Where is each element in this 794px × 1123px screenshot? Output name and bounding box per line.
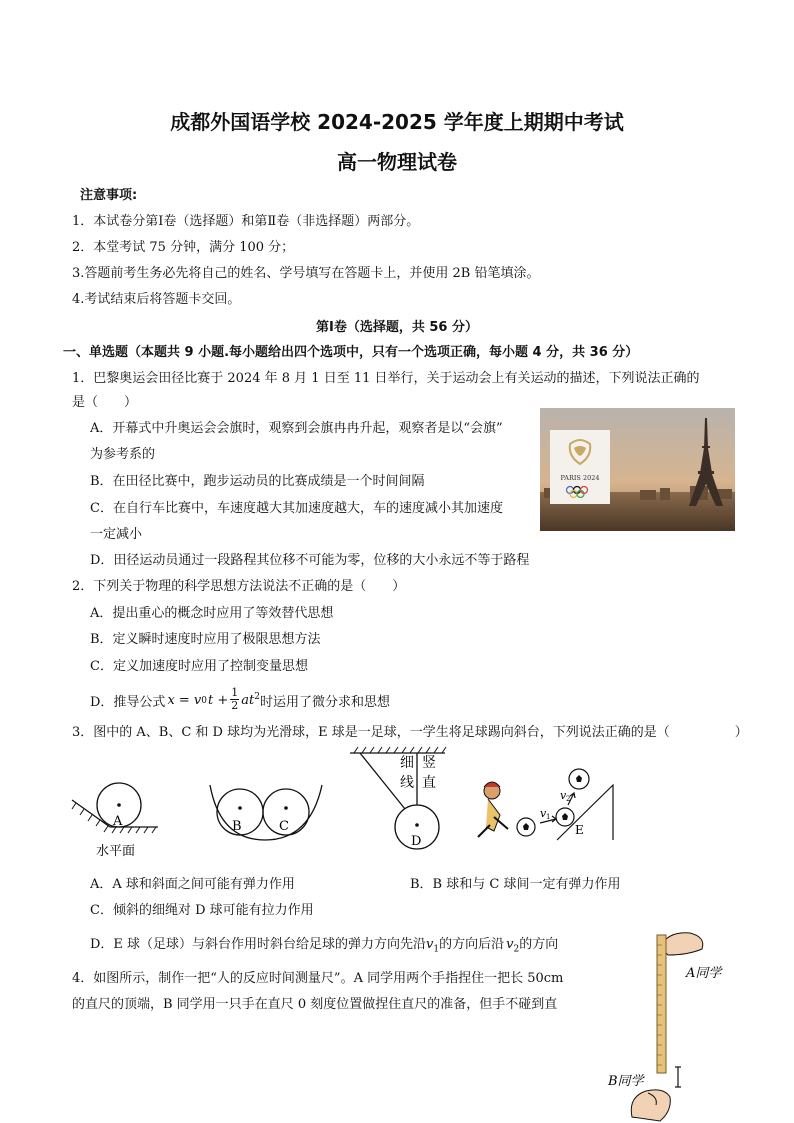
q3-figures: [60, 745, 700, 865]
q1-option-a-cont: 为参考系的: [90, 447, 156, 462]
notice-item: 4.考试结束后将答题卡交回。: [72, 292, 241, 307]
fraction-denominator: 2: [231, 699, 239, 712]
label-vert-2: 直: [422, 775, 436, 791]
formula-sup2: 2: [254, 691, 260, 702]
formula-t: t +: [208, 693, 229, 708]
q3-d-part1: D．E 球（足球）与斜台作用时斜台给足球的弹力方向先沿: [90, 937, 427, 952]
q1-stem: 1．巴黎奥运会田径比赛于 2024 年 8 月 1 日至 11 日举行，关于运动会上有关运动的描述，下列说法正确的: [72, 371, 700, 386]
label-thin-2: 线: [400, 775, 414, 791]
formula-fraction: [230, 687, 239, 712]
notice-item: 3.答题前考生务必先将自己的姓名、学号填写在答题卡上，并使用 2B 铅笔填涂。: [72, 266, 540, 281]
ruler-figure: [598, 925, 738, 1123]
q3-d-part3: 的方向: [519, 937, 559, 952]
q1-option-d: D．田径运动员通过一段路程其位移不可能为零，位移的大小永远不等于路程: [90, 553, 530, 568]
q2-option-c: C．定义加速度时应用了控制变量思想: [90, 659, 308, 674]
exam-title: 成都外国语学校 2024-2025 学年度上期期中考试: [170, 110, 624, 134]
label-b: B: [232, 819, 242, 834]
paris-illustration: [540, 408, 735, 531]
q1-stem-cont: 是（ ）: [72, 395, 138, 410]
q3-stem: 3．图中的 A、B、C 和 D 球均为光滑球，E 球是一足球，一学生将足球踢向斜台，下列说法正确的是（ ）: [72, 725, 748, 740]
part1-title: 第Ⅰ卷（选择题，共 56 分）: [316, 320, 478, 335]
q3-option-c: C．倾斜的细绳对 D 球可能有拉力作用: [90, 903, 314, 918]
label-ground: 水平面: [96, 844, 136, 859]
q4-stem: 4．如图所示，制作一把“人的反应时间测量尺”。A 同学用两个手指捏住一把长 50cm: [72, 971, 564, 986]
section1-title: 一、单选题（本题共 9 小题.每小题给出四个选项中，只有一个选项正确，每小题 4 分，共 36 分）: [63, 345, 639, 360]
label-vert-1: 竖: [422, 755, 436, 771]
label-v1: v: [540, 807, 547, 820]
hand-bottom-icon: [631, 1090, 670, 1121]
q3-d-part2: 的方向后沿: [439, 937, 505, 952]
q2-option-b: B．定义瞬时速度时应用了极限思想方法: [90, 632, 321, 647]
label-student-b: B同学: [608, 1074, 644, 1089]
q3-option-b: B．B 球和与 C 球间一定有弹力作用: [410, 877, 621, 892]
q2-d-prefix: D．推导公式: [90, 695, 166, 710]
q3-d-v2-sub: 2: [513, 944, 520, 955]
q2-option-d: [90, 688, 390, 713]
q3-d-v1-sub: 1: [433, 944, 440, 955]
label-v2-sub: 2: [566, 795, 571, 803]
q4-stem-cont: 的直尺的顶端，B 同学用一只手在直尺 0 刻度位置做捏住直尺的准备，但手不碰到直: [72, 997, 558, 1012]
notice-item: 1．本试卷分第Ⅰ卷（选择题）和第Ⅱ卷（非选择题）两部分。: [72, 214, 420, 229]
q1-option-b: B．在田径比赛中，跑步运动员的比赛成绩是一个时间间隔: [90, 474, 425, 489]
formula-x-v: x = v: [167, 693, 202, 708]
label-c: C: [279, 819, 289, 834]
q1-option-c-cont: 一定减小: [90, 527, 143, 542]
label-d: D: [411, 834, 422, 849]
q2-option-a: A．提出重心的概念时应用了等效替代思想: [90, 606, 334, 621]
q1-option-a: A．开幕式中升奥运会会旗时，观察到会旗冉冉升起，观察者是以“会旗”: [90, 421, 503, 436]
label-v1-sub: 1: [546, 813, 551, 821]
notice-heading: 注意事项:: [80, 188, 138, 203]
q3-d-v1: v: [426, 937, 434, 952]
figure-bc: [210, 785, 322, 840]
label-e: E: [575, 823, 584, 837]
q3-option-d: [90, 933, 558, 955]
label-a: A: [113, 814, 123, 829]
fraction-numerator: 1: [231, 686, 239, 699]
q1-option-c: C．在自行车比赛中，车速度越大其加速度越大，车的速度减小其加速度: [90, 501, 503, 516]
formula-sub0: 0: [201, 695, 208, 706]
logo-text: PARIS 2024: [560, 474, 600, 482]
formula-at: at: [241, 693, 255, 708]
notice-item: 2．本堂考试 75 分钟，满分 100 分；: [72, 240, 295, 255]
q3-option-a: A．A 球和斜面之间可能有弹力作用: [90, 877, 295, 892]
q3-d-v2: v: [506, 937, 514, 952]
label-thin-1: 细: [400, 755, 414, 771]
q2-d-suffix: 时运用了微分求和思想: [259, 695, 390, 710]
student-icon: [478, 782, 508, 837]
label-v2: v: [560, 789, 567, 802]
exam-subtitle: 高一物理试卷: [337, 150, 457, 174]
paris-photo: [540, 408, 735, 531]
q2-stem: 2．下列关于物理的科学思想方法说法不正确的是（ ）: [72, 579, 406, 594]
label-student-a: A同学: [686, 966, 722, 981]
